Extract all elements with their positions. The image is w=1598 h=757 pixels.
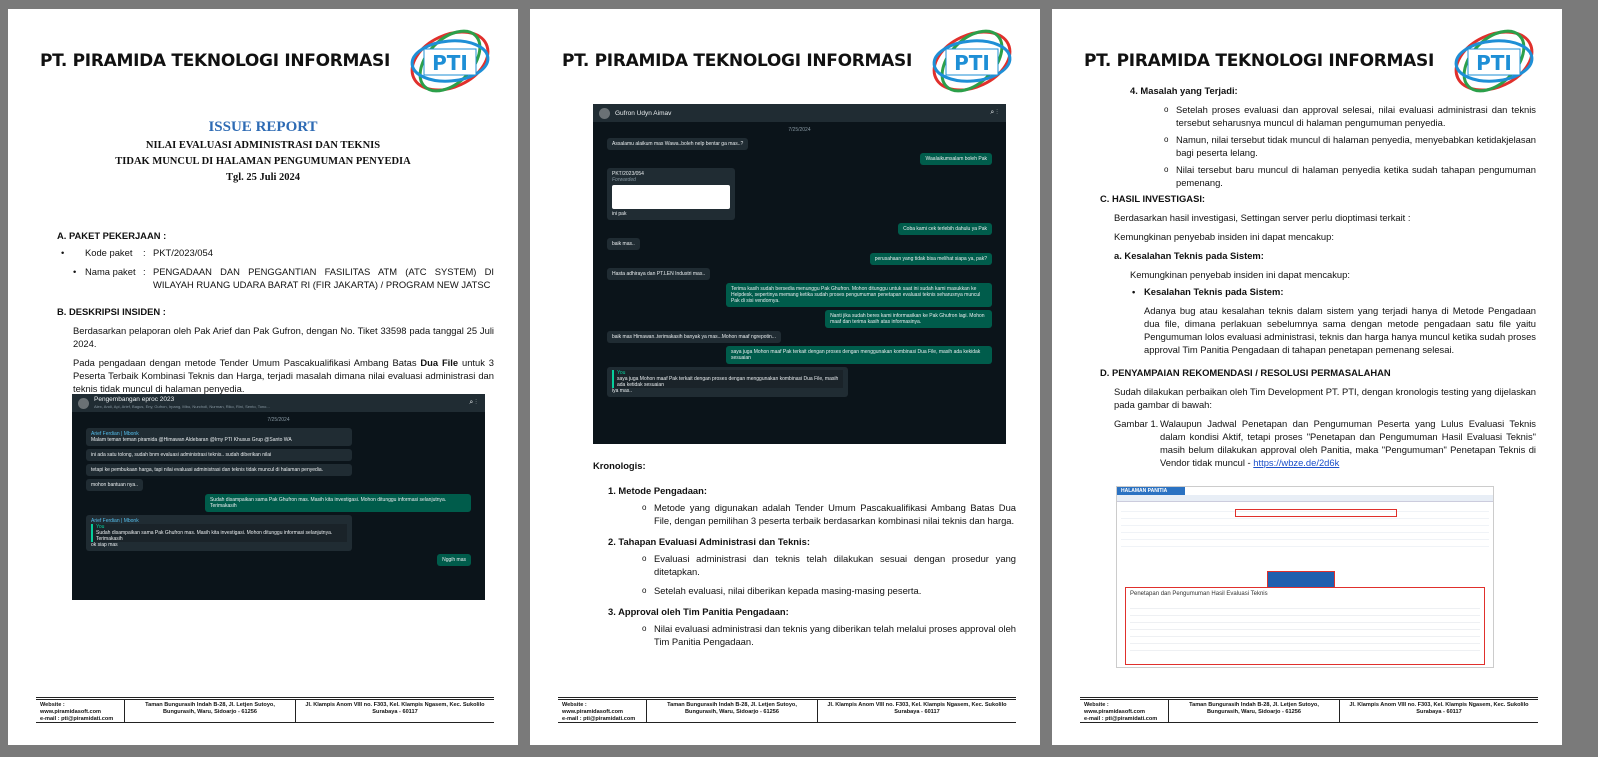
pti-logo: [928, 27, 1016, 95]
group-name: Pengembangan eproc 2023: [94, 396, 175, 403]
search-icon: ⌕ ⋮: [469, 399, 477, 406]
section-c-heading: C. HASIL INVESTIGASI:: [1100, 193, 1206, 204]
step-4-point: o Setelah proses evaluasi dan approval selesai, nilai evaluasi administrasi dan teknis tersebut seharusnya muncul di halaman pengumuman penyedia.: [1176, 103, 1536, 129]
step-2-heading: 2. Tahapan Evaluasi Administrasi dan Teknis:: [608, 536, 810, 547]
group-members: Alex, Andi, Api, Arief, Bagus, Eny, Gufron, Irpang, Mbo, Nurcholl, Nurman, Riko, Rini, Sento, Tono...: [94, 404, 270, 409]
kode-paket-row: Kode paket : PKT/2023/054: [85, 247, 213, 258]
chat-message-outgoing: saya juga Mohon maaf Pak terkait dengan proses dengan menggunakan kombinasi Dua File, masih ada kekidak sesuaian: [726, 346, 992, 364]
chat-header: [72, 394, 485, 412]
step-3-heading: 3. Approval oleh Tim Panitia Pengadaan:: [608, 606, 789, 617]
chat-date: 7/25/2024: [267, 417, 290, 423]
chat-message: mohon bantuan nya..: [86, 479, 143, 491]
chat-message-outgoing: Coba kami cek terlebih dahulu ya Pak: [898, 223, 992, 235]
chat-message-forwarded: PKT/2023/054 Forwarded ini pak: [607, 168, 735, 220]
page-header: [8, 27, 518, 97]
kode-paket-label: Kode paket: [85, 247, 133, 258]
step-4-point: o Nilai tersebut baru muncul di halaman penyedia ketika sudah tahapan pengumuman pemenang.: [1176, 163, 1536, 189]
whatsapp-group-screenshot: [72, 394, 485, 600]
logo-text: PTI: [432, 51, 468, 75]
nama-paket-value: PENGADAAN DAN PENGGANTIAN FASILITAS ATM (ATC SYSTEM) DI WILAYAH RUANG UDARA BARAT RI (FIR JAKARTA) / PROGRAM NEW JATSC: [153, 266, 494, 290]
chat-header: [593, 104, 1006, 122]
chat-message-outgoing: Nggih mas: [437, 554, 471, 566]
description-paragraph-1: Berdasarkan pelaporan oleh Pak Arief dan Pak Gufron, dengan No. Tiket 33598 pada tanggal 25 Juli 2024.: [73, 325, 494, 349]
chat-message: ini ada satu tolong, sudah bnm evaluasi administrasi teknis.. sudah diberikan nilai: [86, 449, 352, 461]
step-2-point: o Evaluasi administrasi dan teknis telah dilakukan sesuai dengan prosedur yang ditetapkan.: [654, 552, 1016, 578]
description-paragraph-2: Pada pengadaan dengan metode Tender Umum Pascakualifikasi Ambang Batas Dua File untuk 3 Peserta Terbaik Kombinasi Teknis dan Harga, terjadi masalah dimana nilai evaluasi administrasi dan teknis tidak muncul di halaman penyedia.: [73, 357, 494, 394]
nama-paket-row: • Nama paket : PENGADAAN DAN PENGGANTIAN FASILITAS ATM (ATC SYSTEM) DI WILAYAH RUANG UDARA BARAT RI (FIR JAKARTA) / PROGRAM NEW JATSC: [73, 266, 494, 290]
detail-panel: [1125, 587, 1485, 665]
forwarded-image: [612, 185, 730, 209]
company-name: PT. PIRAMIDA TEKNOLOGI INFORMASI: [40, 51, 390, 71]
contact-avatar: [599, 108, 610, 119]
chat-message-outgoing: Nanti jika sudah beres kami informasikan ke Pak Ghufron lagi. Mohon maaf dan terima kasih atas informasinya.: [825, 310, 992, 328]
detail-heading: Penetapan dan Pengumuman Hasil Evaluasi Teknis: [1130, 591, 1268, 597]
nama-paket-label: Nama paket: [85, 266, 136, 277]
cause-bullet-heading: • Kesalahan Teknis pada Sistem:: [1144, 285, 1536, 298]
investigation-paragraph: Berdasarkan hasil investigasi, Settingan server perlu dioptimasi terkait :: [1114, 212, 1411, 223]
kode-paket-value: PKT/2023/054: [153, 247, 213, 258]
section-b-heading: B. DESKRIPSI INSIDEN :: [57, 306, 166, 317]
page-footer: Website : www.piramidasoft.com e-mail : pti@piramidati.com Taman Bungurasih Indah B-28, Jl. Letjen Sutoyo, Bungurasih, Waru, Sidoarjo - 61256 Jl. Klampis Anom VIII no. F303, Kel. Klampis Ngasem, Kec. Sukolilo Surabaya - 60117: [36, 697, 494, 723]
step-1-point: o Metode yang digunakan adalah Tender Umum Pascakualifikasi Ambang Batas Dua File, dengan pemilihan 3 peserta terbaik berdasarkan kombinasi nilai teknis dan harga.: [654, 501, 1016, 527]
figure-1-screenshot: [1116, 486, 1494, 668]
chat-message: Arief Ferdian | Mbonk Malam teman teman piramida @Himawan Aldebaran @Irny PTI Khusus Grup @Santo WA: [86, 428, 352, 446]
cause-heading: a. Kesalahan Teknis pada Sistem:: [1114, 250, 1264, 261]
investigation-paragraph: Kemungkinan penyebab insiden ini dapat mencakup:: [1114, 231, 1334, 242]
chat-message: Assalamu alaikum mas Wawa..boleh nelp bentar ga mas..?: [607, 138, 748, 150]
group-avatar: [78, 398, 89, 409]
section-a-heading: A. PAKET PEKERJAAN :: [57, 230, 167, 241]
chat-message-outgoing: Terima kasih sudah bersedia menunggu Pak Ghufron. Mohon ditunggu untuk saat ini sudah kami masukkan ke Helpdesk, sepertinya memang ketika sudah proses pengumuman penetapan evaluasi teknis seharusnya muncul Pak di sisi vendornya.: [726, 283, 992, 307]
document-page-2: [530, 9, 1040, 745]
chat-message-outgoing: Sudah disampaikan sama Pak Ghufron mas. Masih kita investigasi. Mohon ditunggu informasi selanjutnya. Terimakasih: [205, 494, 471, 512]
section-d-heading: D. PENYAMPAIAN REKOMENDASI / RESOLUSI PERMASALAHAN: [1100, 367, 1391, 378]
report-subtitle-1: NILAI EVALUASI ADMINISTRASI DAN TEKNIS: [145, 140, 381, 151]
step-1-heading: 1. Metode Pengadaan:: [608, 485, 707, 496]
company-name: PT. PIRAMIDA TEKNOLOGI INFORMASI: [562, 51, 912, 71]
step-4-point: o Namun, nilai tersebut tidak muncul di halaman penyedia, menyebabkan ketidakjelasan bagi peserta lelang.: [1176, 133, 1536, 159]
chat-message: tetapi ke pembukaan harga, tapi nilai evaluasi administrasi dan teknis tidak muncul di halaman penyedia.: [86, 464, 352, 476]
document-page-1: [8, 9, 518, 745]
company-name: PT. PIRAMIDA TEKNOLOGI INFORMASI: [1084, 51, 1434, 71]
step-4-heading: 4. Masalah yang Terjadi:: [1130, 85, 1238, 96]
cause-description: Adanya bug atau kesalahan teknis dalam sistem yang terjadi hanya di Metode Pengadaan dua file, dimana perlakuan sebelumnya sama dengan metode pengadaan satu file yaitu Pengumuman lolos evaluasi administrasi, teknis dan harga hanya muncul ketika sudah proses approval Tim Panitia Pengadaan di tahapan penetapan pemenang selesai.: [1144, 305, 1536, 355]
highlight-box: [1235, 509, 1397, 517]
chat-message: You saya juga Mohon maaf Pak terkait dengan proses dengan menggunakan kombinasi Dua File, masih ada ketidak sesuaian iya mas..: [607, 367, 848, 397]
cause-intro: Kemungkinan penyebab insiden ini dapat mencakup:: [1130, 269, 1350, 280]
chat-message: Arief Ferdian | Mbonk You Sudah disampaikan sama Pak Ghufron mas. Masih kita investigasi. Mohon ditunggu informasi selanjutnya. Terimakasih ok siap mas: [86, 515, 352, 551]
report-subtitle-2: TIDAK MUNCUL DI HALAMAN PENGUMUMAN PENYEDIA: [115, 156, 411, 167]
chat-message: baik mas..: [607, 238, 640, 250]
page-header: [530, 27, 1040, 97]
step-3-point: o Nilai evaluasi administrasi dan teknis yang diberikan telah melalui proses approval oleh Tim Panitia Pengadaan.: [654, 622, 1016, 648]
step-2-point: o Setelah evaluasi, nilai diberikan kepada masing-masing peserta.: [654, 584, 1016, 597]
chat-message: Hasta adhiraya dan PT.LEN Industri mas..: [607, 268, 710, 280]
search-icon: ⌕ ⋮: [990, 109, 998, 116]
chat-message-outgoing: Waalaikumsalam boleh Pak: [920, 153, 992, 165]
report-title: ISSUE REPORT: [208, 119, 318, 135]
document-page-3: [1052, 9, 1562, 745]
panel-title: HALAMAN PANITIA: [1117, 487, 1185, 495]
recommendation-paragraph: Sudah dilakukan perbaikan oleh Tim Development PT. PTI, dengan kronologis testing yang dijelaskan pada gambar di bawah:: [1114, 386, 1536, 410]
figure-1-caption: Gambar 1. Walaupun Jadwal Penetapan dan Pengumuman Peserta yang Lulus Evaluasi Teknis dalam kondisi Aktif, tetapi proses "Penetapan dan Pengumuman Hasil Evaluasi Teknis" masih belum dilakukan approval oleh Panitia, maka "Pengumuman" Penetapan Teknis di Vendor tidak muncul - https://wbze.de/2d6k: [1114, 418, 1536, 468]
report-date: Tgl. 25 Juli 2024: [225, 172, 301, 183]
chat-date: 7/25/2024: [788, 127, 811, 133]
pti-logo: [406, 27, 494, 95]
contact-name: Gufron Udyn Aimav: [615, 109, 672, 117]
logo-text: PTI: [1476, 51, 1512, 75]
chat-message-outgoing: perusahaan yang tidak bisa melihat siapa ya, pak?: [870, 253, 992, 265]
chat-message: baik mas Himawan..terimakasih banyak ya mas...Mohon maaf ngrepotin...: [607, 331, 781, 343]
page-footer: Website : www.piramidasoft.com e-mail : pti@piramidati.com Taman Bungurasih Indah B-28, Jl. Letjen Sutoyo, Bungurasih, Waru, Sidoarjo - 61256 Jl. Klampis Anom VIII no. F303, Kel. Klampis Ngasem, Kec. Sukolilo Surabaya - 60117: [1080, 697, 1538, 723]
logo-text: PTI: [954, 51, 990, 75]
evidence-link[interactable]: https://wbze.de/2d6k: [1253, 457, 1340, 468]
whatsapp-chat-screenshot: [593, 104, 1006, 444]
page-footer: Website : www.piramidasoft.com e-mail : pti@piramidati.com Taman Bungurasih Indah B-28, Jl. Letjen Sutoyo, Bungurasih, Waru, Sidoarjo - 61256 Jl. Klampis Anom VIII no. F303, Kel. Klampis Ngasem, Kec. Sukolilo Surabaya - 60117: [558, 697, 1016, 723]
kronologis-heading: Kronologis:: [593, 460, 646, 471]
